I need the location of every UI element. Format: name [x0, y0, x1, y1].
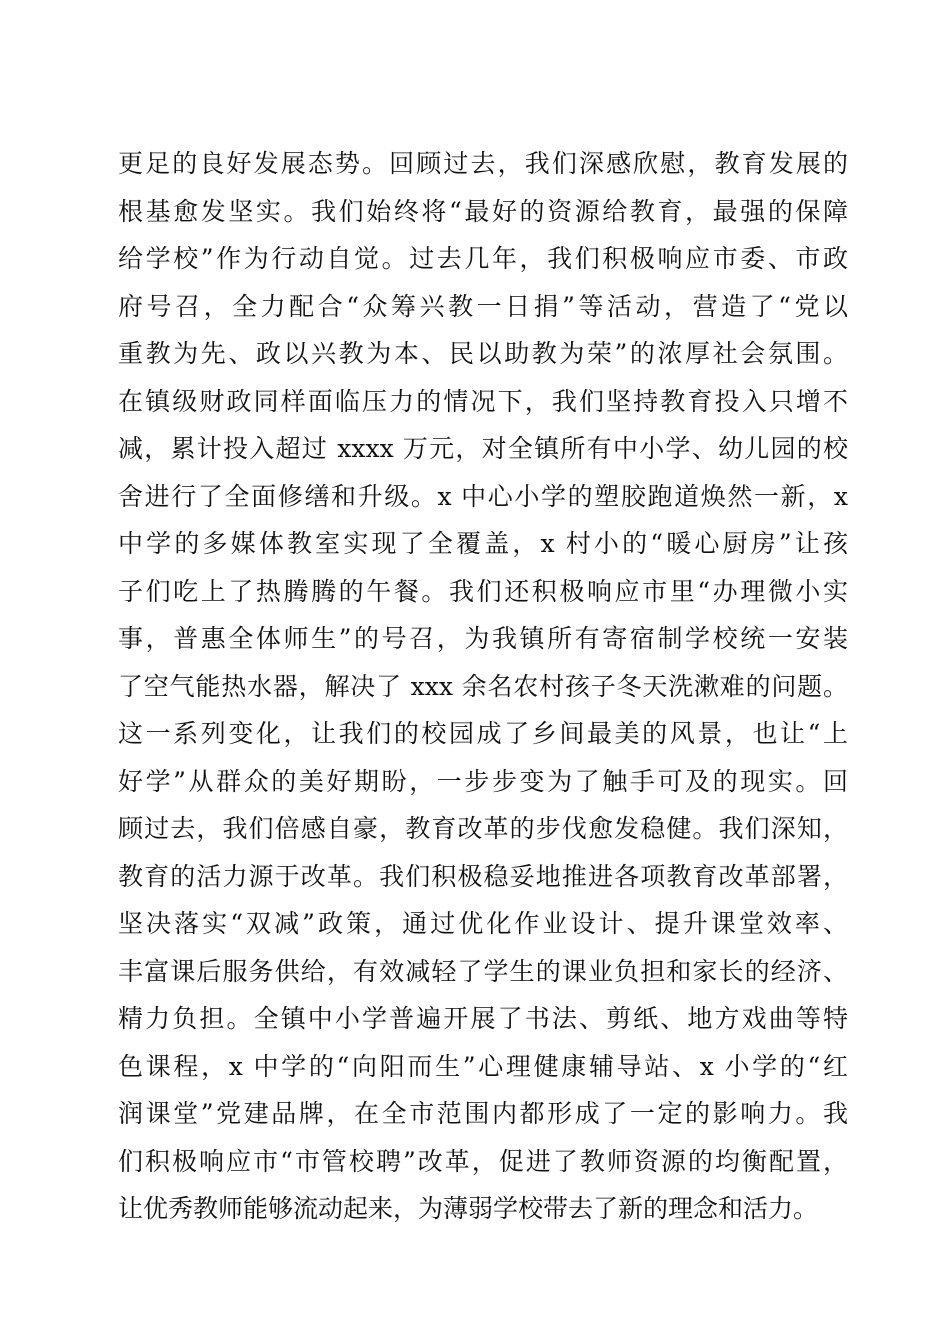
text-line-5: 重教为先、政以兴教为本、民以助教为荣”的浓厚社会氛围。 — [118, 339, 848, 368]
text-line-11: 事，普惠全体师生”的号召，为我镇所有寄宿制学校统一安装 — [118, 624, 848, 653]
text-line-14: 好学”从群众的美好期盼，一步步变为了触手可及的现实。回 — [118, 766, 848, 796]
text-line-10: 子们吃上了热腾腾的午餐。我们还积极响应市里“办理微小实 — [118, 576, 848, 606]
text-line-2: 根基愈发坚实。我们始终将“最好的资源给教育，最强的保障 — [118, 196, 848, 226]
text-line-20: 色课程，x 中学的“向阳而生”心理健康辅导站、x 小学的“红 — [118, 1051, 848, 1081]
text-line-3: 给学校”作为行动自觉。过去几年，我们积极响应市委、市政 — [118, 244, 848, 273]
text-line-19: 精力负担。全镇中小学普遍开展了书法、剪纸、地方戏曲等特 — [118, 1004, 848, 1033]
text-line-18: 丰富课后服务供给，有效减轻了学生的课业负担和家长的经济、 — [118, 956, 848, 986]
text-line-23: 让优秀教师能够流动起来，为薄弱学校带去了新的理念和活力。 — [118, 1194, 819, 1223]
text-line-17: 坚决落实“双减”政策，通过优化作业设计、提升课堂效率、 — [118, 909, 848, 938]
text-line-8: 舍进行了全面修缮和升级。x 中心小学的塑胶跑道焕然一新，x — [118, 481, 848, 511]
text-line-13: 这一系列变化，让我们的校园成了乡间最美的风景，也让“上 — [118, 719, 848, 748]
body-text — [118, 140, 848, 1233]
text-line-16: 教育的活力源于改革。我们积极稳妥地推进各项教育改革部署， — [118, 861, 848, 891]
text-line-9: 中学的多媒体教室实现了全覆盖，x 村小的“暖心厨房”让孩 — [118, 529, 848, 558]
text-line-15: 顾过去，我们倍感自豪，教育改革的步伐愈发稳健。我们深知， — [118, 814, 848, 843]
text-line-4: 府号召，全力配合“众筹兴教一日捐”等活动，营造了“党以 — [118, 291, 848, 321]
text-line-12: 了空气能热水器，解决了 xxx 余名农村孩子冬天洗漱难的问题。 — [118, 671, 848, 701]
text-line-6: 在镇级财政同样面临压力的情况下，我们坚持教育投入只增不 — [118, 386, 848, 416]
text-line-22: 们积极响应市“市管校聘”改革，促进了教师资源的均衡配置， — [118, 1146, 848, 1176]
text-line-7: 减，累计投入超过 xxxx 万元，对全镇所有中小学、幼儿园的校 — [118, 434, 848, 463]
text-line-1: 更足的良好发展态势。回顾过去，我们深感欣慰，教育发展的 — [118, 149, 848, 178]
text-line-21: 润课堂”党建品牌，在全市范围内都形成了一定的影响力。我 — [118, 1099, 848, 1128]
